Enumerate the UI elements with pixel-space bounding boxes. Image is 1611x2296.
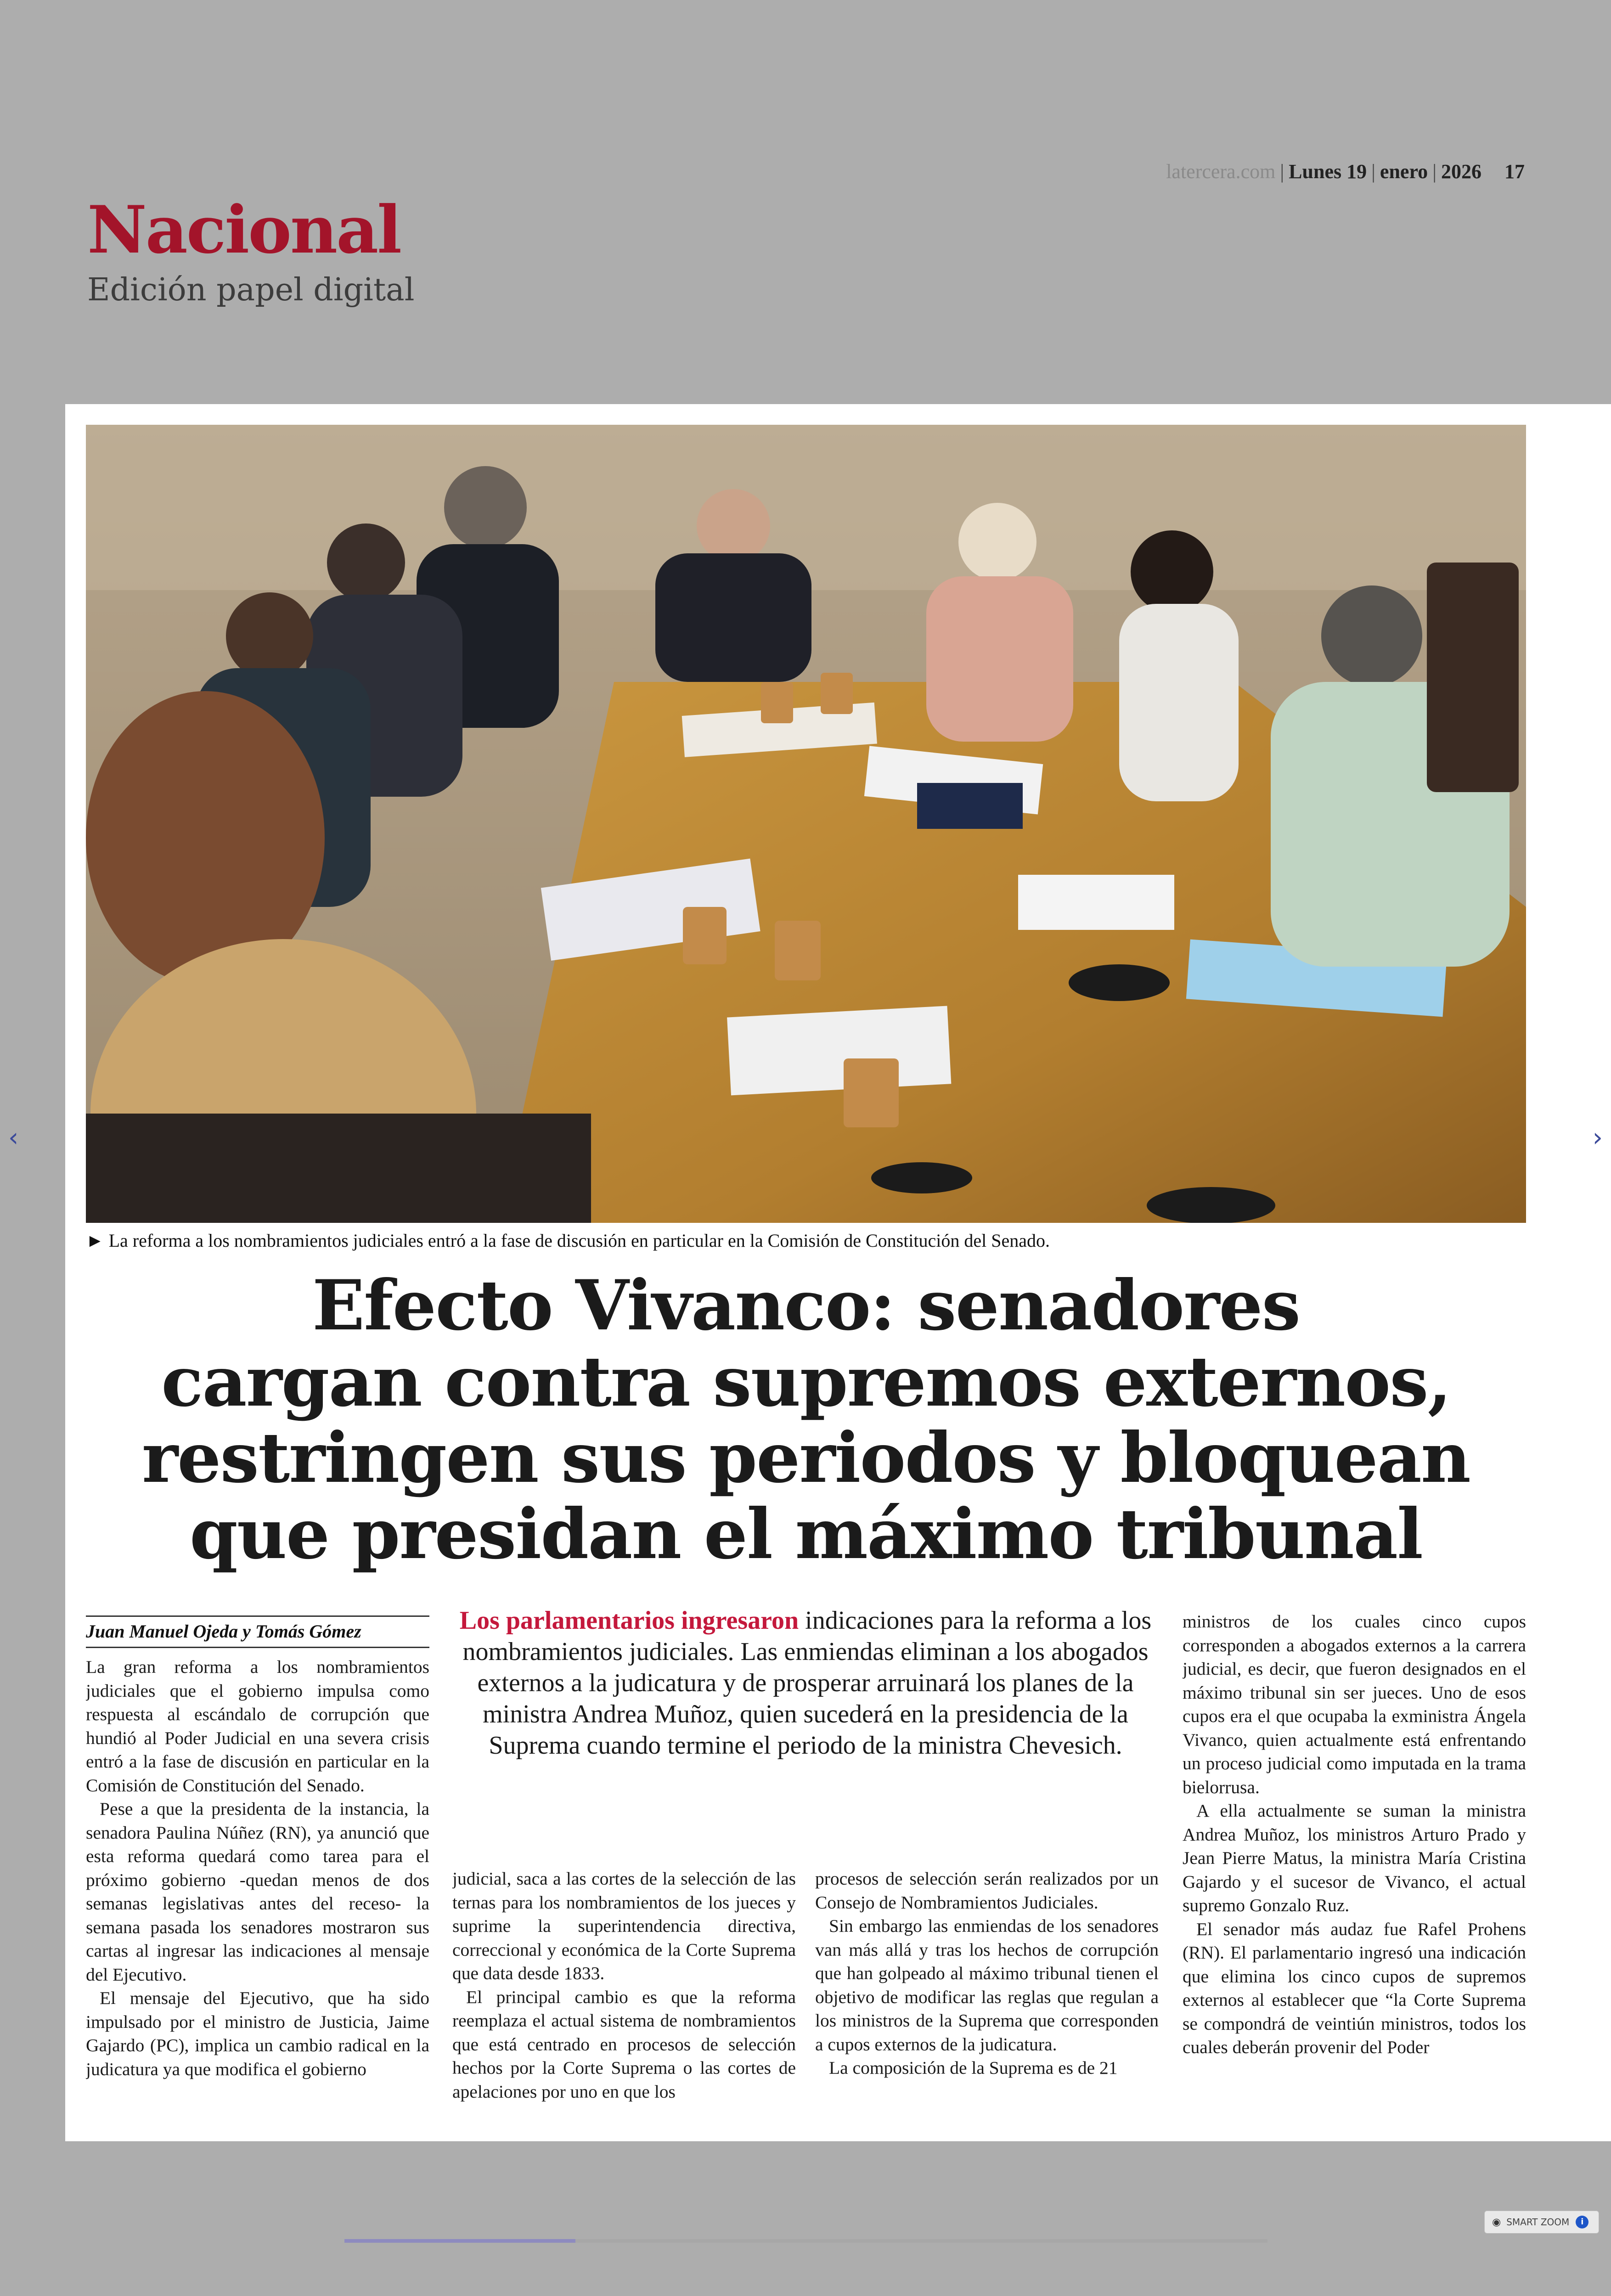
paragraph: La composición de la Suprema es de 21: [829, 2058, 1118, 2078]
paragraph: procesos de selección serán realizados por un Consejo de Nombramientos Judiciales.: [815, 1868, 1159, 1913]
separator: |: [1432, 160, 1436, 183]
separator: |: [1280, 160, 1284, 183]
paragraph: Pese a que la presidenta de la instancia, la senadora Paulina Núñez (RN), ya anunció que esta reforma quedará como tarea para el próximo gobierno -quedan menos de dos semanas legislativas antes del receso- la semana pasada los senadores mostraron sus cartas al ingresar las indicaciones al mensaje del Ejecutivo.: [86, 1799, 429, 1985]
issue-year: 2026: [1441, 160, 1481, 183]
paragraph: El principal cambio es que la reforma reemplaza el actual sistema de nombramientos que está centrado en procesos de selección hechos por la Corte Suprema o las cortes de apelaciones por uno en que los: [452, 1986, 796, 2102]
headline: [86, 1265, 1526, 1575]
article-column-3: [815, 1867, 1159, 2296]
info-icon[interactable]: i: [1576, 2216, 1588, 2228]
paragraph: El senador más audaz fue Rafel Prohens (RN). El parlamentario ingresó una indicación que elimina los cinco cupos de supremos externos al establecer que “la Corte Suprema se compondrá de veintiún ministros, todos los cuales deberán provenir del Poder: [1183, 1919, 1526, 2057]
smart-zoom-button[interactable]: [1484, 2211, 1599, 2234]
next-page-icon[interactable]: ›: [1592, 1123, 1603, 1153]
article-column-4: [1183, 1610, 1526, 2296]
page-progress-bar[interactable]: [344, 2239, 1267, 2243]
paragraph: judicial, saca a las cortes de la selección de las ternas para los nombramientos de los jueces y suprime la superintendencia directiva, correccional y económica de la Corte Suprema que data desde 1833.: [452, 1868, 796, 1983]
separator: |: [1371, 160, 1375, 183]
masthead-meta: [1166, 160, 1525, 183]
article-column-1: [86, 1655, 429, 2296]
headline-line: restringen sus periodos y bloquean: [142, 1418, 1470, 1498]
headline-line: cargan contra supremos externos,: [161, 1341, 1451, 1422]
paragraph: La gran reforma a los nombramientos judiciales que el gobierno impulsa como respuesta al escándalo de corrupción que hundió al Poder Judicial en una severa crisis entró a la fase de discusión en particular en la Comisión de Constitución del Senado.: [86, 1657, 429, 1795]
headline-line: Efecto Vivanco: senadores: [312, 1265, 1300, 1346]
lead-paragraph: [452, 1605, 1159, 1761]
page-number: 17: [1504, 160, 1525, 183]
paragraph: El mensaje del Ejecutivo, que ha sido impulsado por el ministro de Justicia, Jaime Gajardo (PC), implica un cambio radical en la judicatura ya que modifica el gobierno: [86, 1988, 429, 2079]
meeting-photo-illustration: [86, 425, 1526, 1223]
smart-zoom-label: SMART ZOOM: [1506, 2217, 1570, 2228]
paragraph: A ella actualmente se suman la ministra Andrea Muñoz, los ministros Arturo Prado y Jean Pierre Matus, la ministra María Cristina Gajardo y el sucesor de Vivanco, el actual supremo Gonzalo Ruz.: [1183, 1801, 1526, 1915]
byline: Juan Manuel Ojeda y Tomás Gómez: [86, 1615, 429, 1648]
eye-icon: ◉: [1492, 2216, 1501, 2228]
paragraph: Sin embargo las enmiendas de los senadores van más allá y tras los hechos de corrupción que han golpeado al máximo tribunal tienen el objetivo de modificar las reglas que regulan a los ministros de la Suprema que corresponden a cupos externos de la judicatura.: [815, 1916, 1159, 2054]
article-column-2: [452, 1867, 796, 2296]
article-photo: [86, 425, 1526, 1223]
newspaper-page: [65, 404, 1611, 2141]
headline-line: que presidan el máximo tribunal: [189, 1494, 1423, 1575]
issue-day: Lunes 19: [1289, 160, 1367, 183]
page-progress-fill: [344, 2239, 575, 2243]
paragraph: ministros de los cuales cinco cupos corresponden a abogados externos a la carrera judicial, es decir, que fueron designados en el máximo tribunal sin ser jueces. Uno de esos cupos era el que ocupaba la exministra Ángela Vivanco, quien actualmente está enfrentando un proceso judicial como imputada en la trama bielorrusa.: [1183, 1611, 1526, 1797]
site-name: latercera.com: [1166, 160, 1276, 183]
previous-page-icon[interactable]: ‹: [8, 1123, 19, 1153]
lead-text: indicaciones para la reforma a los nombramientos judiciales. Las enmiendas eliminan a los abogados externos a la judicatura y de prosperar arruinará los planes de la ministra Andrea Muñoz, quien sucederá en la presidencia de la Suprema cuando termine el periodo de la ministra Chevesich.: [462, 1606, 1152, 1760]
section-subtitle: Edición papel digital: [87, 272, 415, 308]
lead-highlight: Los parlamentarios ingresaron: [459, 1606, 799, 1635]
section-title: Nacional: [87, 192, 401, 268]
issue-month: enero: [1380, 160, 1428, 183]
photo-caption: ► La reforma a los nombramientos judiciales entró a la fase de discusión en particular en la Comisión de Constitución del Senado.: [86, 1230, 1050, 1251]
